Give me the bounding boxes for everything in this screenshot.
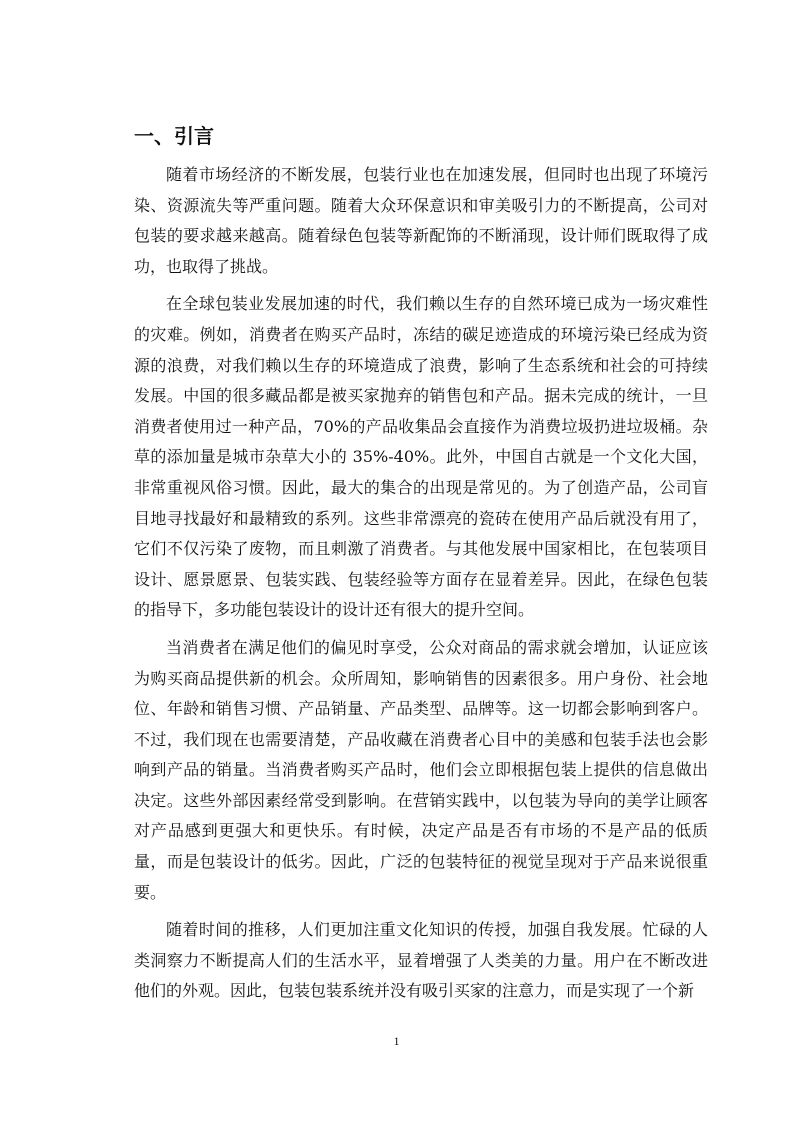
section-heading: 一、引言 [134,124,214,148]
paragraph: 随着市场经济的不断发展，包装行业也在加速发展，但同时也出现了环境污染、资源流失等严重问题。随着大众环保意识和审美吸引力的不断提高，公司对包装的要求越来越高。随着绿色包装等新配饰的不断涌现，设计师们既取得了成功，也取得了挑战。 [134,165,708,276]
body-text [134,160,708,1014]
page-number: 1 [393,1034,400,1048]
paragraph: 在全球包装业发展加速的时代，我们赖以生存的自然环境已成为一场灾难性的灾难。例如，消费者在购买产品时，冻结的碳足迹造成的环境污染已经成为资源的浪费，对我们赖以生存的环境造成了浪费，影响了生态系统和社会的可持续发展。中国的很多藏品都是被买家抛弃的销售包和产品。据未完成的统计，一旦消费者使用过一种产品，70%的产品收集品会直接作为消费垃圾扔进垃圾桶。杂草的添加量是城市杂草大小的 35%-40%。此外，中国自古就是一个文化大国，非常重视风俗习惯。因此，最大的集合的出现是常见的。为了创造产品，公司盲目地寻找最好和最精致的系列。这些非常漂亮的瓷砖在使用产品后就没有用了，它们不仅污染了废物，而且刺激了消费者。与其他发展中国家相比，在包装项目设计、愿景愿景、包装实践、包装经验等方面存在显着差异。因此，在绿色包装的指导下，多功能包装设计的设计还有很大的提升空间。 [134,294,708,620]
paragraph: 随着时间的推移，人们更加注重文化知识的传授，加强自我发展。忙碌的人类洞察力不断提高人们的生活水平，显着增强了人类美的力量。用户在不断改进他们的外观。因此，包装包装系统并没有吸引买家的注意力，而是实现了一个新 [134,920,708,1001]
paragraph: 当消费者在满足他们的偏见时享受，公众对商品的需求就会增加，认证应该为购买商品提供新的机会。众所周知，影响销售的因素很多。用户身份、社会地位、年龄和销售习惯、产品销量、产品类型、品牌等。这一切都会影响到客户。不过，我们现在也需要清楚，产品收藏在消费者心目中的美感和包装手法也会影响到产品的销量。当消费者购买产品时，他们会立即根据包装上提供的信息做出决定。这些外部因素经常受到影响。在营销实践中，以包装为导向的美学让顾客对产品感到更强大和更快乐。有时候，决定产品是否有市场的不是产品的低质量，而是包装设计的低劣。因此，广泛的包装特征的视觉呈现对于产品来说很重要。 [134,637,708,902]
